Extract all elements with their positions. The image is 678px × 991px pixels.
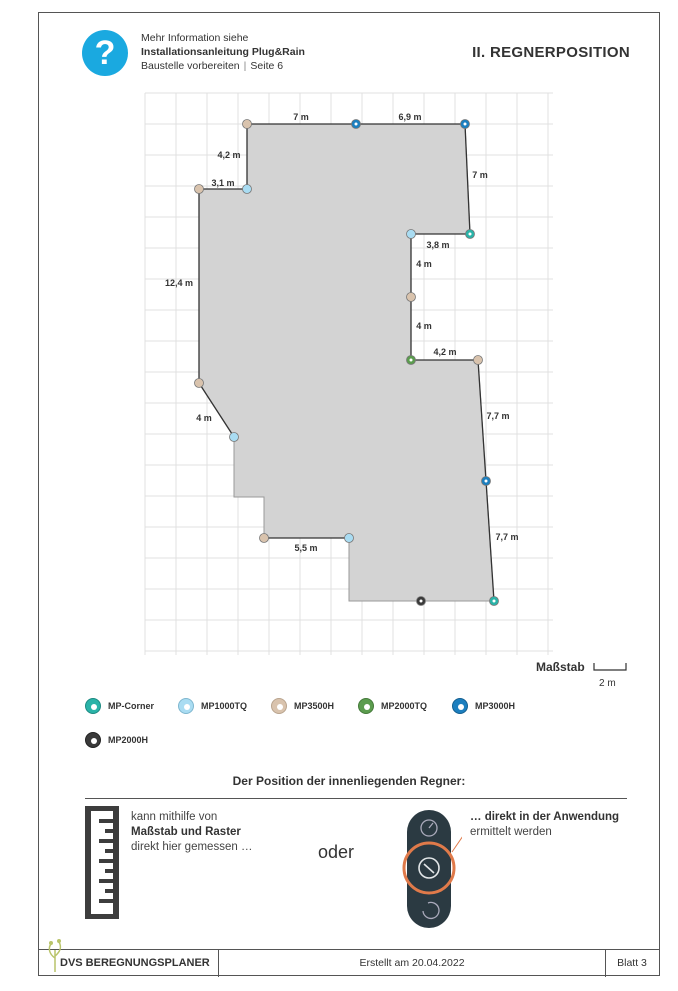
ruler-text xyxy=(131,810,252,855)
sprinkler-mp3500h xyxy=(474,356,483,365)
legend-item-mp2000h xyxy=(85,732,148,748)
ruler-line-1: kann mithilfe von xyxy=(131,811,218,823)
mp2000tq-icon xyxy=(358,698,374,714)
legend-item-mp1000tq xyxy=(178,698,247,714)
info-line-1: Mehr Information siehe xyxy=(141,32,249,44)
dim-label: 6,9 m xyxy=(398,112,422,122)
legend-item-mp-corner xyxy=(85,698,154,714)
legend-label: MP1000TQ xyxy=(201,701,248,711)
dim-label: 7 m xyxy=(472,170,488,180)
dim-label: 4 m xyxy=(416,321,432,331)
mp3500h-icon xyxy=(271,698,287,714)
scale-label: Maßstab xyxy=(536,660,585,674)
footer-created: Erstellt am 20.04.2022 xyxy=(218,950,606,977)
app-line-1: … direkt in der Anwendung xyxy=(470,811,620,823)
info-block: Mehr Information siehe Installationsanleitung Plug&Rain Baustelle vorbereiten | Seite 6 xyxy=(141,32,305,72)
sprinkler-mp1000tq xyxy=(230,433,239,442)
mp-corner-icon xyxy=(85,698,101,714)
app-line-2: ermittelt werden xyxy=(470,826,552,838)
dim-label: 12,4 m xyxy=(164,278,194,288)
legend-label: MP3000H xyxy=(475,701,516,711)
mp3000h-icon xyxy=(452,698,468,714)
divider xyxy=(85,798,627,799)
sprinkler-mp3500h xyxy=(195,185,204,194)
footer xyxy=(38,949,660,977)
page-title: II. REGNERPOSITION xyxy=(472,44,630,61)
dim-label: 7,7 m xyxy=(486,411,510,421)
sprinkler-mp3500h xyxy=(195,379,204,388)
ruler-line-2: Maßstab und Raster xyxy=(131,826,241,838)
legend-item-mp3500h xyxy=(271,698,334,714)
scale-bar xyxy=(594,663,626,670)
ruler-line-3: direkt hier gemessen … xyxy=(131,841,253,853)
sprinkler-mp1000tq xyxy=(243,185,252,194)
sprinkler-mp1000tq xyxy=(345,534,354,543)
legend-label: MP-Corner xyxy=(108,701,155,711)
dim-label: 3,1 m xyxy=(211,178,235,188)
legend-item-mp3000h xyxy=(452,698,515,714)
help-icon: ? xyxy=(82,30,128,76)
mp1000tq-icon xyxy=(178,698,194,714)
mp2000h-icon xyxy=(85,732,101,748)
dim-label: 4 m xyxy=(196,413,212,423)
sprinkler-mp3500h xyxy=(243,120,252,129)
info-line-3a: Baustelle vorbereiten xyxy=(141,60,240,72)
footer-sheet: Blatt 3 xyxy=(617,957,647,969)
footer-logo-text: DVS BEREGNUNGSPLANER xyxy=(60,957,210,969)
or-label: oder xyxy=(318,842,355,862)
info-line-2: Installationsanleitung Plug&Rain xyxy=(141,46,305,58)
dim-label: 4,2 m xyxy=(217,150,241,160)
dim-label: 4 m xyxy=(416,259,432,269)
legend-label: MP3500H xyxy=(294,701,335,711)
sprinkler-mp3500h xyxy=(260,534,269,543)
dim-label: 4,2 m xyxy=(433,347,457,357)
legend-label: MP2000H xyxy=(108,735,149,745)
ruler-icon xyxy=(84,805,120,920)
app-toolbar-illustration xyxy=(396,806,462,930)
sprinkler-mp1000tq xyxy=(407,230,416,239)
legend-item-mp2000tq xyxy=(358,698,427,714)
info-line-3b: Seite 6 xyxy=(250,60,284,72)
dim-label: 7 m xyxy=(293,112,309,122)
scale-value: 2 m xyxy=(599,678,616,689)
app-text xyxy=(470,810,619,840)
legend-label: MP2000TQ xyxy=(381,701,428,711)
section-heading: Der Position der innenliegenden Regner: xyxy=(232,774,466,788)
dim-label: 7,7 m xyxy=(495,532,519,542)
sprinkler-mp3500h xyxy=(407,293,416,302)
lawn-area xyxy=(199,124,494,601)
dim-label: 3,8 m xyxy=(426,240,450,250)
dim-label: 5,5 m xyxy=(294,543,318,553)
